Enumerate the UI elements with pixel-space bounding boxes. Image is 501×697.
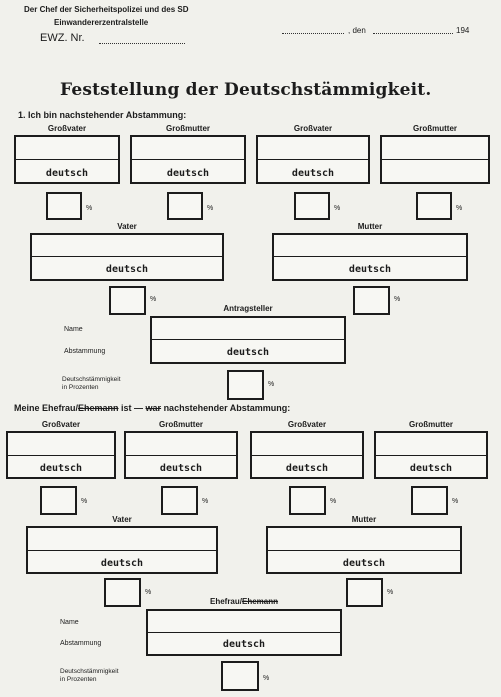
s1-grandmother-1-label: Großmutter [166, 124, 210, 133]
s2-mother-box[interactable] [266, 526, 462, 574]
percent-sign: % [145, 589, 152, 596]
s1-grandfather-1-percent-box[interactable] [46, 192, 82, 220]
percent-sign: % [394, 296, 401, 303]
agency-office: Einwandererzentralstelle [54, 18, 149, 27]
spouse-label: Ehefrau/Ehemann [209, 597, 279, 606]
s1-father-value: deutsch [105, 264, 149, 275]
percent-sign: % [207, 205, 214, 212]
date-year: 194 [456, 26, 470, 35]
s1-grandmother-2-label: Großmutter [413, 124, 457, 133]
applicant-name-label: Name [64, 326, 83, 333]
agency-name: Der Chef der Sicherheitspolizei und des SD [24, 5, 189, 14]
s1-father-box[interactable] [30, 233, 224, 281]
s2-grandmother-2-value: deutsch [409, 463, 453, 474]
spouse-name-label: Name [60, 619, 79, 626]
applicant-percent-label: Deutschstämmigkeit in Prozenten [62, 376, 121, 391]
s2-grandfather-2-value: deutsch [285, 463, 329, 474]
section2-heading: Meine Ehefrau/Ehemann ist — war nachstehender Abstammung: [14, 403, 291, 413]
form-title: Feststellung der Deutschstämmigkeit. [60, 80, 432, 100]
s2-grandfather-1-value: deutsch [39, 463, 83, 474]
s1-grandfather-1-box[interactable] [14, 135, 120, 184]
percent-sign: % [330, 498, 337, 505]
percent-sign: % [202, 498, 209, 505]
date-line [373, 33, 453, 34]
s2-grandmother-2-percent-box[interactable] [411, 486, 448, 515]
s2-grandfather-1-percent-box[interactable] [40, 486, 77, 515]
percent-sign: % [334, 205, 341, 212]
s1-grandfather-1-label: Großvater [47, 124, 87, 133]
s1-father-percent-box[interactable] [109, 286, 146, 315]
s1-grandfather-2-label: Großvater [293, 124, 333, 133]
applicant-box[interactable] [150, 316, 346, 364]
s1-grandfather-2-box[interactable] [256, 135, 370, 184]
applicant-abstammung-label: Abstammung [64, 348, 106, 355]
percent-sign: % [387, 589, 394, 596]
ewz-number-label: EWZ. Nr. [40, 32, 85, 44]
s2-grandfather-2-label: Großvater [287, 420, 327, 429]
s1-grandfather-2-value: deutsch [291, 168, 335, 179]
s2-grandfather-2-box[interactable] [250, 431, 364, 479]
date-den: , den [348, 26, 366, 35]
percent-sign: % [452, 498, 459, 505]
s2-mother-value: deutsch [342, 558, 386, 569]
s2-grandmother-2-box[interactable] [374, 431, 488, 479]
s1-grandmother-2-box[interactable] [380, 135, 490, 184]
percent-sign: % [150, 296, 157, 303]
s1-mother-box[interactable] [272, 233, 468, 281]
s1-grandfather-2-percent-box[interactable] [294, 192, 330, 220]
s2-grandmother-1-box[interactable] [124, 431, 238, 479]
applicant-percent-box[interactable] [227, 370, 264, 400]
s2-mother-label: Mutter [351, 515, 377, 524]
percent-sign: % [268, 381, 275, 388]
percent-sign: % [263, 675, 270, 682]
applicant-abstammung-value: deutsch [226, 347, 270, 358]
spouse-abstammung-label: Abstammung [60, 640, 102, 647]
percent-sign: % [81, 498, 88, 505]
s1-father-label: Vater [117, 222, 137, 231]
s1-mother-percent-box[interactable] [353, 286, 390, 315]
s2-grandfather-1-box[interactable] [6, 431, 116, 479]
s2-father-value: deutsch [100, 558, 144, 569]
s1-grandmother-1-percent-box[interactable] [167, 192, 203, 220]
spouse-percent-box[interactable] [221, 661, 259, 691]
s2-grandfather-2-percent-box[interactable] [289, 486, 326, 515]
s2-grandfather-1-label: Großvater [41, 420, 81, 429]
ewz-number-line [99, 43, 185, 44]
s1-mother-value: deutsch [348, 264, 392, 275]
spouse-abstammung-value: deutsch [222, 639, 266, 650]
s1-mother-label: Mutter [357, 222, 383, 231]
s2-grandmother-1-label: Großmutter [159, 420, 203, 429]
s2-grandmother-2-label: Großmutter [409, 420, 453, 429]
applicant-label: Antragsteller [223, 304, 273, 313]
s1-grandmother-1-value: deutsch [166, 168, 210, 179]
percent-sign: % [86, 205, 93, 212]
section1-heading: 1. Ich bin nachstehender Abstammung: [18, 110, 187, 120]
s1-grandfather-1-value: deutsch [45, 168, 89, 179]
s2-father-box[interactable] [26, 526, 218, 574]
spouse-box[interactable] [146, 609, 342, 656]
percent-sign: % [456, 205, 463, 212]
date-place-line [282, 33, 344, 34]
spouse-percent-label: Deutschstämmigkeit in Prozenten [60, 668, 119, 683]
s2-father-label: Vater [112, 515, 132, 524]
s2-grandmother-1-value: deutsch [159, 463, 203, 474]
s2-grandmother-1-percent-box[interactable] [161, 486, 198, 515]
s1-grandmother-1-box[interactable] [130, 135, 246, 184]
s2-mother-percent-box[interactable] [346, 578, 383, 607]
s2-father-percent-box[interactable] [104, 578, 141, 607]
s1-grandmother-2-percent-box[interactable] [416, 192, 452, 220]
